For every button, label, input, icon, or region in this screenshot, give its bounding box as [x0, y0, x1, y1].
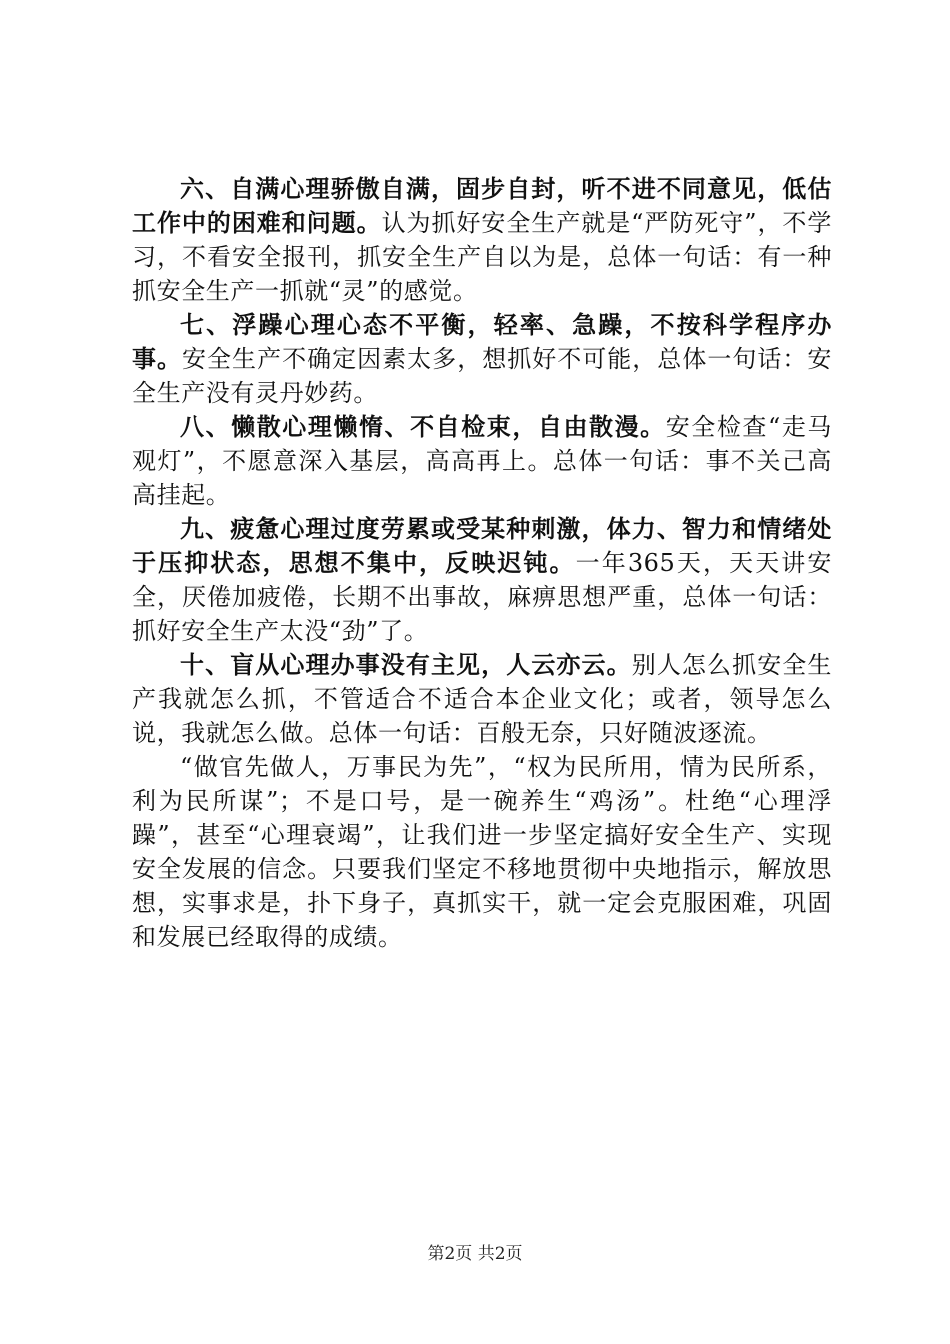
paragraph-6: [132, 172, 832, 308]
paragraph-text: 别人怎么抓安全生产我就怎么抓，不管适合不适合本企业文化；或者，领导怎么说，我就怎么做。总体一句话：百般无奈，只好随波逐流。: [132, 651, 832, 747]
paragraph-10: [132, 648, 832, 750]
paragraph-heading: 六、自满心理骄傲自满，固步自封，听不进不同意见，低估工作中的困难和问题。: [132, 174, 832, 237]
paragraph-text: 安全检查“走马观灯”，不愿意深入基层，高高再上。总体一句话：事不关己高高挂起。: [132, 413, 832, 509]
closing-paragraph: “做官先做人，万事民为先”，“权为民所用，情为民所系，利为民所谋”；不是口号，是一碗养生“鸡汤”。杜绝“心理浮躁”，甚至“心理衰竭”，让我们进一步坚定搞好安全生产、实现安全发展的信念。只要我们坚定不移地贯彻中央地指示，解放思想，实事求是，扑下身子，真抓实干，就一定会克服困难，巩固和发展已经取得的成绩。: [132, 753, 832, 951]
paragraph-text: 安全生产不确定因素太多，想抓好不可能，总体一句话：安全生产没有灵丹妙药。: [132, 345, 832, 407]
paragraph-heading: 十、盲从心理办事没有主见，人云亦云。: [180, 650, 632, 679]
document-body: [132, 172, 832, 954]
paragraph-heading: 九、疲惫心理过度劳累或受某种刺激，体力、智力和情绪处于压抑状态，思想不集中，反映迟钝。: [132, 514, 832, 577]
page-footer: 第2页 共2页: [427, 1244, 523, 1264]
paragraph-text: 认为抓好安全生产就是“严防死守”，不学习，不看安全报刊，抓安全生产自以为是，总体一句话：有一种抓安全生产一抓就“灵”的感觉。: [132, 209, 832, 305]
paragraph-heading: 八、懒散心理懒惰、不自检束，自由散漫。: [180, 412, 666, 441]
paragraph-8: [132, 410, 832, 512]
paragraph-heading: 七、浮躁心理心态不平衡，轻率、急躁，不按科学程序办事。: [132, 310, 832, 373]
paragraph-7: [132, 308, 832, 410]
paragraph-9: [132, 512, 832, 648]
paragraph-text: 一年365天，天天讲安全，厌倦加疲倦，长期不出事故，麻痹思想严重，总体一句话：抓好安全生产太没“劲”了。: [132, 549, 832, 645]
